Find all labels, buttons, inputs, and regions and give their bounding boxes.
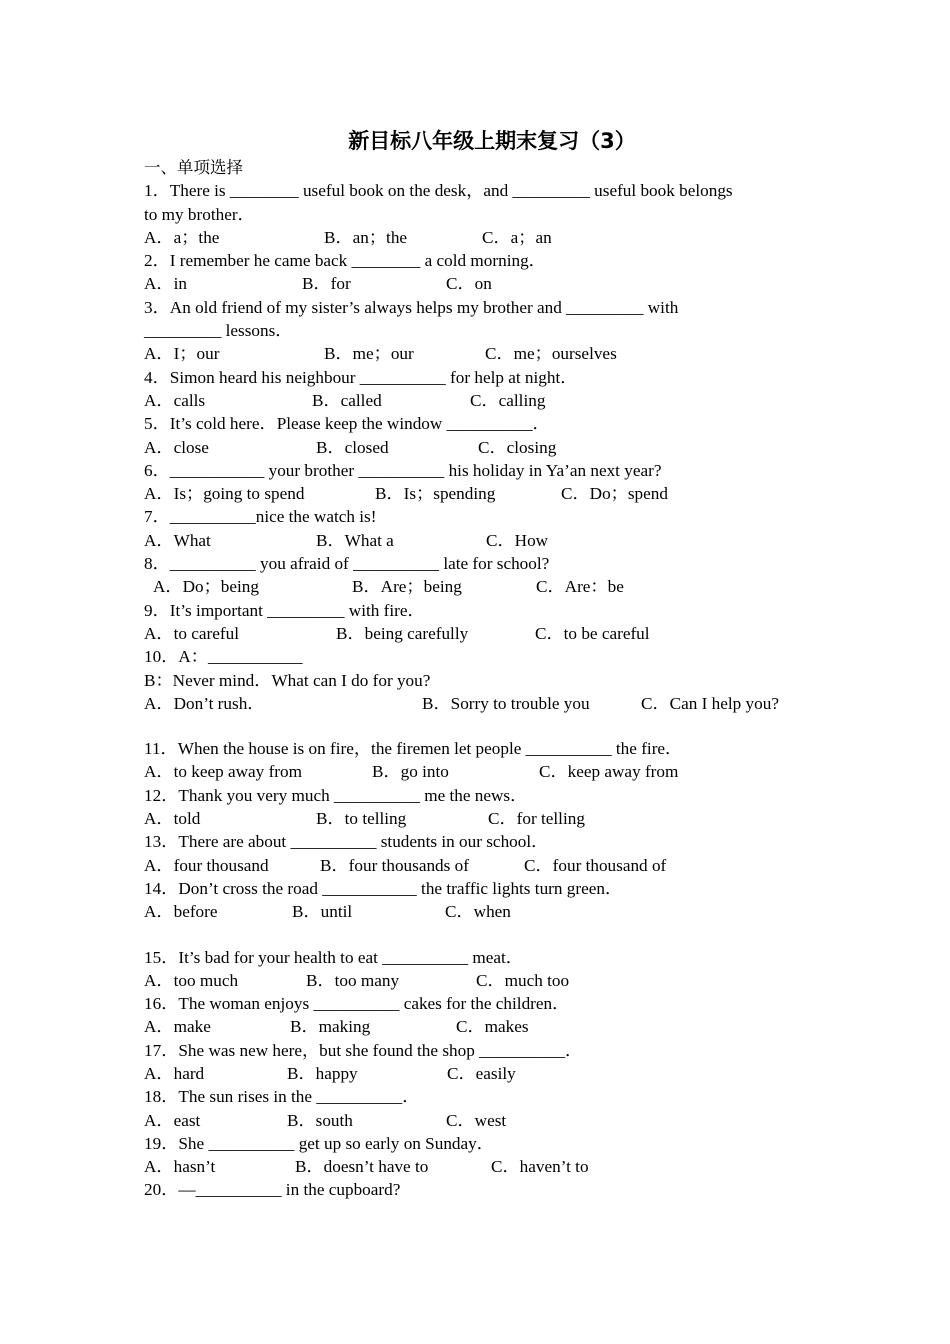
question-text: 3．An old friend of my sister’s always helps my brother and _________ with	[144, 297, 679, 317]
option-b: B．to telling	[316, 809, 407, 829]
option-c: C．Do；spend	[561, 484, 668, 504]
option-b: B．called	[312, 390, 382, 410]
option-a: A．before	[144, 902, 218, 922]
option-a: A．Is；going to spend	[144, 484, 305, 504]
option-a: A．in	[144, 274, 187, 294]
option-c: C．a；an	[482, 227, 552, 247]
question-text: 9．It’s important _________ with fire．	[144, 600, 425, 620]
option-c: C．for telling	[488, 809, 585, 829]
option-c: C．How	[486, 530, 549, 550]
option-a: A．Don’t rush．	[144, 693, 265, 713]
option-b: B．an；the	[324, 227, 408, 247]
option-b: B．making	[290, 1017, 371, 1037]
question-text: 15．It’s bad for your health to eat __________ meat．	[144, 947, 523, 967]
question-text: 5．It’s cold here．Please keep the window __________．	[144, 414, 550, 434]
question-text: 20．—__________ in the cupboard?	[144, 1180, 401, 1200]
option-b: B．What a	[316, 530, 394, 550]
answer-options	[144, 1155, 814, 1178]
option-b: B．me；our	[324, 344, 414, 364]
question-text: 13．There are about __________ students in our school．	[144, 832, 549, 852]
document-page	[144, 126, 814, 1202]
option-c: C．on	[446, 274, 492, 294]
question-text-cont: to my brother．	[144, 204, 255, 224]
page-title: 新目标八年级上期末复习（3）	[348, 129, 636, 153]
answer-options	[144, 692, 814, 715]
section-heading: 一、单项选择	[144, 158, 243, 177]
option-b: B．four thousands of	[320, 855, 469, 875]
question-text: 8．__________ you afraid of __________ late for school?	[144, 554, 550, 574]
option-c: C．to be careful	[535, 623, 650, 643]
question-text: 12．Thank you very much __________ me the news．	[144, 785, 528, 805]
answer-options	[144, 1062, 814, 1085]
option-a: A．Do；being	[153, 577, 259, 597]
option-c: C．Are：be	[536, 577, 624, 597]
option-c: C．four thousand of	[524, 855, 667, 875]
option-b: B．Are；being	[352, 577, 462, 597]
option-b: B．Is；spending	[375, 484, 496, 504]
blank-line	[144, 924, 814, 946]
question-text-cont: B：Never mind．What can I do for you?	[144, 670, 431, 690]
option-a: A．hasn’t	[144, 1157, 216, 1177]
option-c: C．easily	[447, 1063, 516, 1083]
answer-options	[144, 900, 814, 923]
question-text: 7．__________nice the watch is!	[144, 507, 377, 527]
option-a: A．make	[144, 1017, 211, 1037]
answer-options	[144, 342, 814, 365]
option-a: A．a；the	[144, 227, 220, 247]
question-text: 16．The woman enjoys __________ cakes for the children．	[144, 994, 570, 1014]
option-b: B．doesn’t have to	[295, 1157, 429, 1177]
answer-options	[144, 854, 814, 877]
option-c: C．much too	[476, 970, 570, 990]
question-text: 6．___________ your brother __________ his holiday in Ya’an next year?	[144, 460, 662, 480]
option-c: C．when	[445, 902, 511, 922]
question-text: 17．She was new here，but she found the shop __________．	[144, 1040, 583, 1060]
option-b: B．until	[292, 902, 353, 922]
option-a: A．hard	[144, 1063, 205, 1083]
option-a: A．four thousand	[144, 855, 269, 875]
option-b: B．for	[302, 274, 351, 294]
option-b: B．too many	[306, 970, 400, 990]
option-a: A．too much	[144, 970, 239, 990]
question-text: 18．The sun rises in the __________．	[144, 1087, 420, 1107]
option-c: C．keep away from	[539, 762, 679, 782]
option-c: C．makes	[456, 1017, 529, 1037]
answer-options	[144, 622, 814, 645]
answer-options	[144, 1015, 814, 1038]
option-b: B．closed	[316, 437, 389, 457]
answer-options	[144, 389, 814, 412]
question-text: 14．Don’t cross the road ___________ the traffic lights turn green．	[144, 878, 623, 898]
option-c: C．Can I help you?	[641, 693, 779, 713]
option-a: A．I；our	[144, 344, 220, 364]
option-b: B．south	[287, 1110, 353, 1130]
answer-options	[144, 436, 814, 459]
option-a: A．told	[144, 809, 201, 829]
question-text: 4．Simon heard his neighbour __________ for help at night．	[144, 367, 578, 387]
option-a: A．calls	[144, 390, 206, 410]
question-text-cont: _________ lessons．	[144, 321, 293, 341]
answer-options	[144, 969, 814, 992]
answer-options	[144, 272, 814, 295]
answer-options	[144, 807, 814, 830]
question-text: 19．She __________ get up so early on Sunday．	[144, 1133, 494, 1153]
option-a: A．close	[144, 437, 209, 457]
question-text: 10．A：___________	[144, 647, 303, 667]
option-b: B．go into	[372, 762, 449, 782]
answer-options	[144, 529, 814, 552]
answer-options	[144, 482, 814, 505]
option-a: A．east	[144, 1110, 201, 1130]
option-a: A．What	[144, 530, 211, 550]
option-a: A．to keep away from	[144, 762, 302, 782]
answer-options	[144, 1109, 814, 1132]
option-b: B．Sorry to trouble you	[422, 693, 590, 713]
question-text: 2．I remember he came back ________ a cold morning．	[144, 251, 546, 271]
answer-options	[144, 760, 814, 783]
question-text: 11．When the house is on fire，the firemen let people __________ the fire．	[144, 739, 683, 759]
question-text: 1．There is ________ useful book on the desk，and _________ useful book belongs	[144, 181, 733, 201]
blank-line	[144, 715, 814, 737]
option-a: A．to careful	[144, 623, 239, 643]
option-c: C．me；ourselves	[485, 344, 617, 364]
answer-options	[144, 575, 814, 598]
option-c: C．haven’t to	[491, 1157, 589, 1177]
option-c: C．closing	[478, 437, 557, 457]
option-b: B．being carefully	[336, 623, 469, 643]
option-c: C．west	[446, 1110, 507, 1130]
option-c: C．calling	[470, 390, 546, 410]
answer-options	[144, 226, 814, 249]
option-b: B．happy	[287, 1063, 358, 1083]
